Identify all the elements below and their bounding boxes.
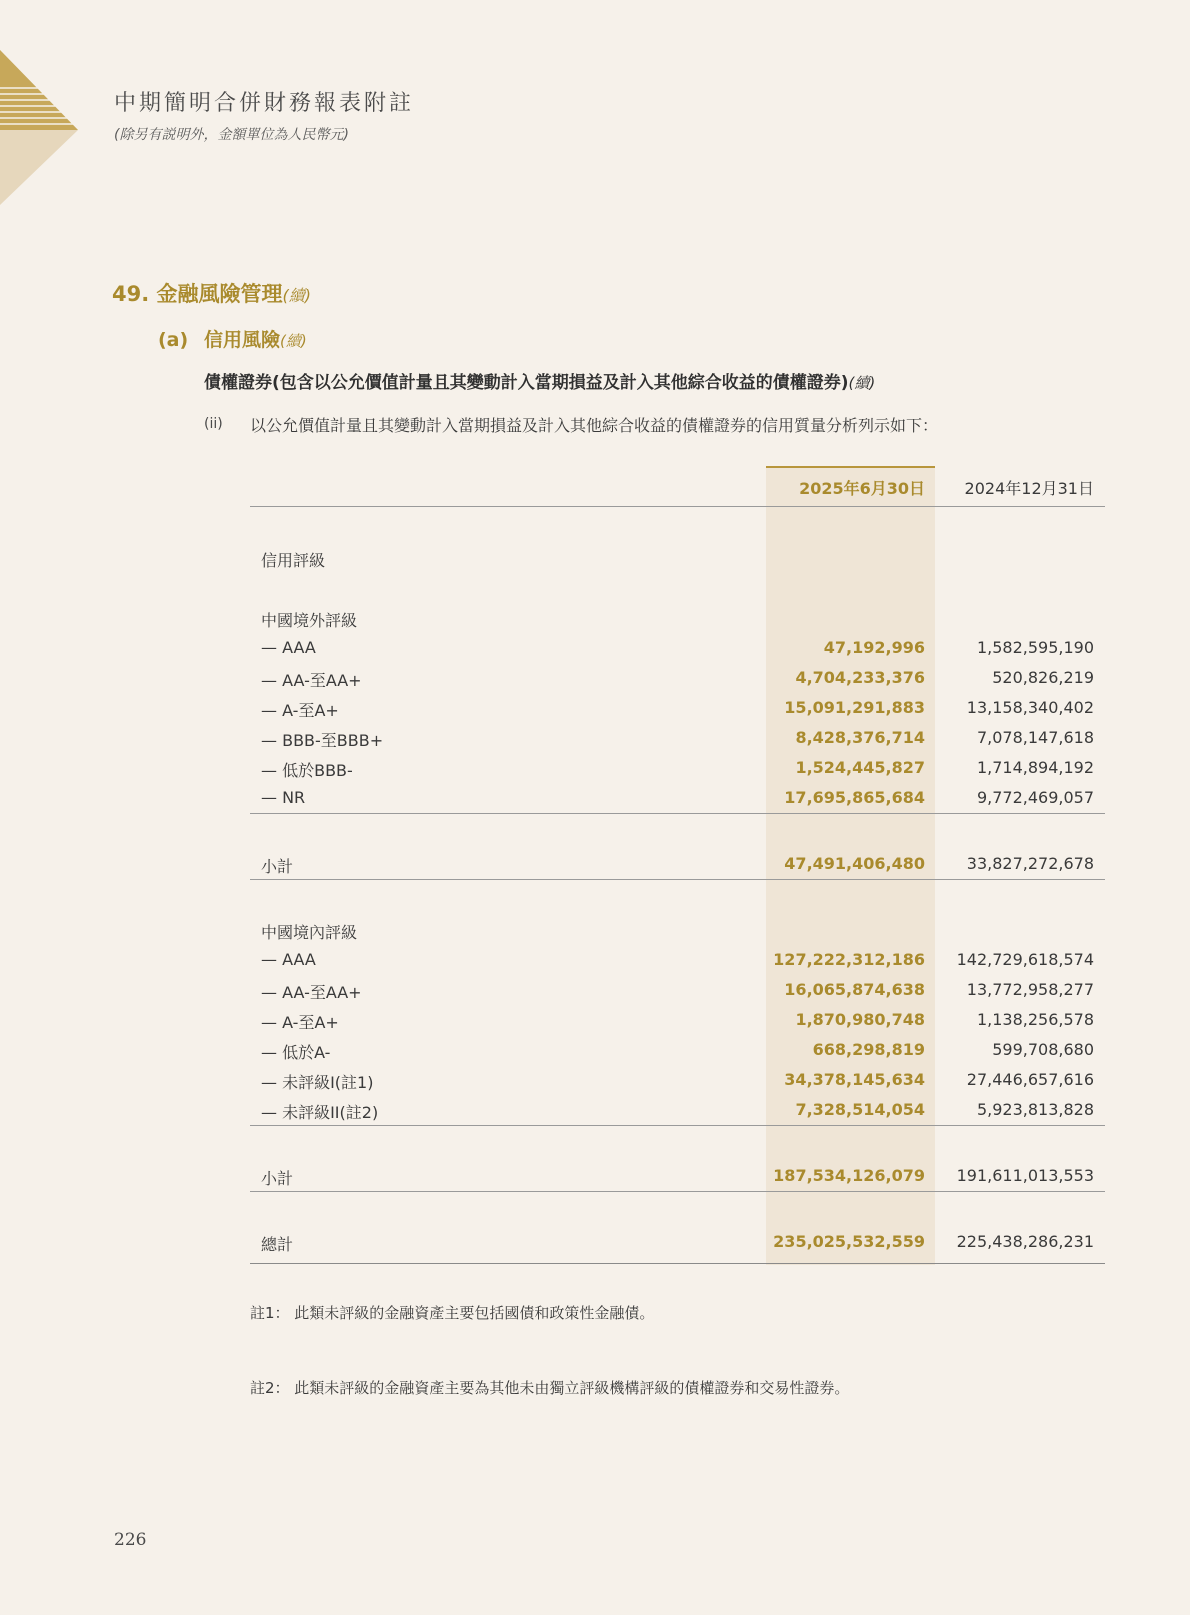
row-label: 信用評級 xyxy=(261,551,326,570)
value-2024: 33,827,272,678 xyxy=(966,854,1094,873)
row-label: — 低於BBB- xyxy=(261,761,353,780)
value-2025: 127,222,312,186 xyxy=(773,950,925,969)
value-2025: 235,025,532,559 xyxy=(773,1232,925,1251)
value-2024: 520,826,219 xyxy=(992,668,1094,687)
corner-decoration xyxy=(0,50,80,210)
row-label: — AAA xyxy=(261,950,316,969)
value-2024: 1,714,894,192 xyxy=(976,758,1094,777)
value-2025: 15,091,291,883 xyxy=(784,698,925,717)
row-label: — 未評級I(註1) xyxy=(261,1073,374,1092)
footnote-2: 註2： 此類未評級的金融資產主要為其他未由獨立評級機構評級的債權證券和交易性證券。 xyxy=(250,1379,850,1397)
total-row xyxy=(250,1227,1105,1257)
row-label: 總計 xyxy=(261,1235,294,1254)
table-row xyxy=(250,543,1105,573)
table-row xyxy=(250,915,1105,945)
table-row xyxy=(250,603,1105,633)
subtotal-row xyxy=(250,849,1105,879)
value-2024: 27,446,657,616 xyxy=(966,1070,1094,1089)
table-row xyxy=(250,693,1105,723)
item-description: 以公允價值計量且其變動計入當期損益及計入其他綜合收益的債權證券的信用質量分析列示如下： xyxy=(250,416,939,435)
value-2024: 142,729,618,574 xyxy=(956,950,1094,969)
item-number: (ii) xyxy=(204,416,223,432)
row-label: — A-至A+ xyxy=(261,701,339,720)
value-2024: 13,772,958,277 xyxy=(966,980,1094,999)
value-2025: 47,491,406,480 xyxy=(784,854,925,873)
table-row xyxy=(250,1095,1105,1125)
subsection-cont: (續) xyxy=(280,332,307,350)
row-rule xyxy=(250,813,1105,814)
row-label: 小計 xyxy=(261,857,294,876)
bottom-rule xyxy=(250,1263,1105,1264)
table-row xyxy=(250,663,1105,693)
value-2024: 1,138,256,578 xyxy=(976,1010,1094,1029)
value-2025: 16,065,874,638 xyxy=(784,980,925,999)
value-2024: 599,708,680 xyxy=(992,1040,1094,1059)
table-header-row xyxy=(250,466,1105,496)
table-row xyxy=(250,1005,1105,1035)
column-header-2025: 2025年6月30日 xyxy=(799,479,925,498)
page-header-title: 中期簡明合併財務報表附註 xyxy=(114,91,415,116)
value-2024: 1,582,595,190 xyxy=(976,638,1094,657)
section-title-text: 49. 金融風險管理 xyxy=(112,282,283,306)
value-2024: 191,611,013,553 xyxy=(956,1166,1094,1185)
row-label: — AA-至AA+ xyxy=(261,671,362,690)
value-2024: 5,923,813,828 xyxy=(976,1100,1094,1119)
row-label: — NR xyxy=(261,788,306,807)
value-2024: 7,078,147,618 xyxy=(976,728,1094,747)
value-2025: 7,328,514,054 xyxy=(795,1100,925,1119)
section-cont: (續) xyxy=(282,286,312,305)
table-row xyxy=(250,975,1105,1005)
row-label: — AA-至AA+ xyxy=(261,983,362,1002)
value-2024: 13,158,340,402 xyxy=(966,698,1094,717)
subsection-title xyxy=(158,325,307,352)
table-row xyxy=(250,723,1105,753)
row-label: 中國境內評級 xyxy=(261,923,358,942)
value-2025: 1,870,980,748 xyxy=(795,1010,925,1029)
table-row xyxy=(250,1065,1105,1095)
subsection-label: (a) xyxy=(158,329,189,351)
table-row xyxy=(250,633,1105,663)
value-2024: 225,438,286,231 xyxy=(956,1232,1094,1251)
section-title xyxy=(112,278,311,308)
value-2025: 668,298,819 xyxy=(812,1040,925,1059)
row-rule xyxy=(250,879,1105,880)
row-label: 小計 xyxy=(261,1169,294,1188)
row-label: — 未評級II(註2) xyxy=(261,1103,379,1122)
page-number: 226 xyxy=(114,1530,147,1550)
value-2025: 187,534,126,079 xyxy=(773,1166,925,1185)
table-heading-cont: (續) xyxy=(848,374,876,392)
row-label: — 低於A- xyxy=(261,1043,331,1062)
table-heading xyxy=(204,368,875,393)
row-rule xyxy=(250,1125,1105,1126)
value-2025: 1,524,445,827 xyxy=(795,758,925,777)
value-2025: 34,378,145,634 xyxy=(784,1070,925,1089)
footnote-1: 註1： 此類未評級的金融資產主要包括國債和政策性金融債。 xyxy=(250,1304,655,1322)
page-header-subtitle: (除另有説明外，金額單位為人民幣元) xyxy=(114,127,349,143)
table-heading-text: 債權證券(包含以公允價值計量且其變動計入當期損益及計入其他綜合收益的債權證券) xyxy=(204,373,849,393)
value-2025: 4,704,233,376 xyxy=(795,668,925,687)
value-2025: 17,695,865,684 xyxy=(784,788,925,807)
table-row xyxy=(250,1035,1105,1065)
table-row xyxy=(250,783,1105,813)
row-label: 中國境外評級 xyxy=(261,611,358,630)
row-label: — BBB-至BBB+ xyxy=(261,731,384,750)
value-2025: 8,428,376,714 xyxy=(795,728,925,747)
row-rule xyxy=(250,1191,1105,1192)
header-rule xyxy=(250,506,1105,507)
subtotal-row xyxy=(250,1161,1105,1191)
table-row xyxy=(250,753,1105,783)
row-label: — AAA xyxy=(261,638,316,657)
subsection-text: 信用風險 xyxy=(204,329,281,351)
column-header-2024: 2024年12月31日 xyxy=(964,479,1094,498)
table-row xyxy=(250,945,1105,975)
row-label: — A-至A+ xyxy=(261,1013,339,1032)
value-2024: 9,772,469,057 xyxy=(976,788,1094,807)
value-2025: 47,192,996 xyxy=(823,638,925,657)
